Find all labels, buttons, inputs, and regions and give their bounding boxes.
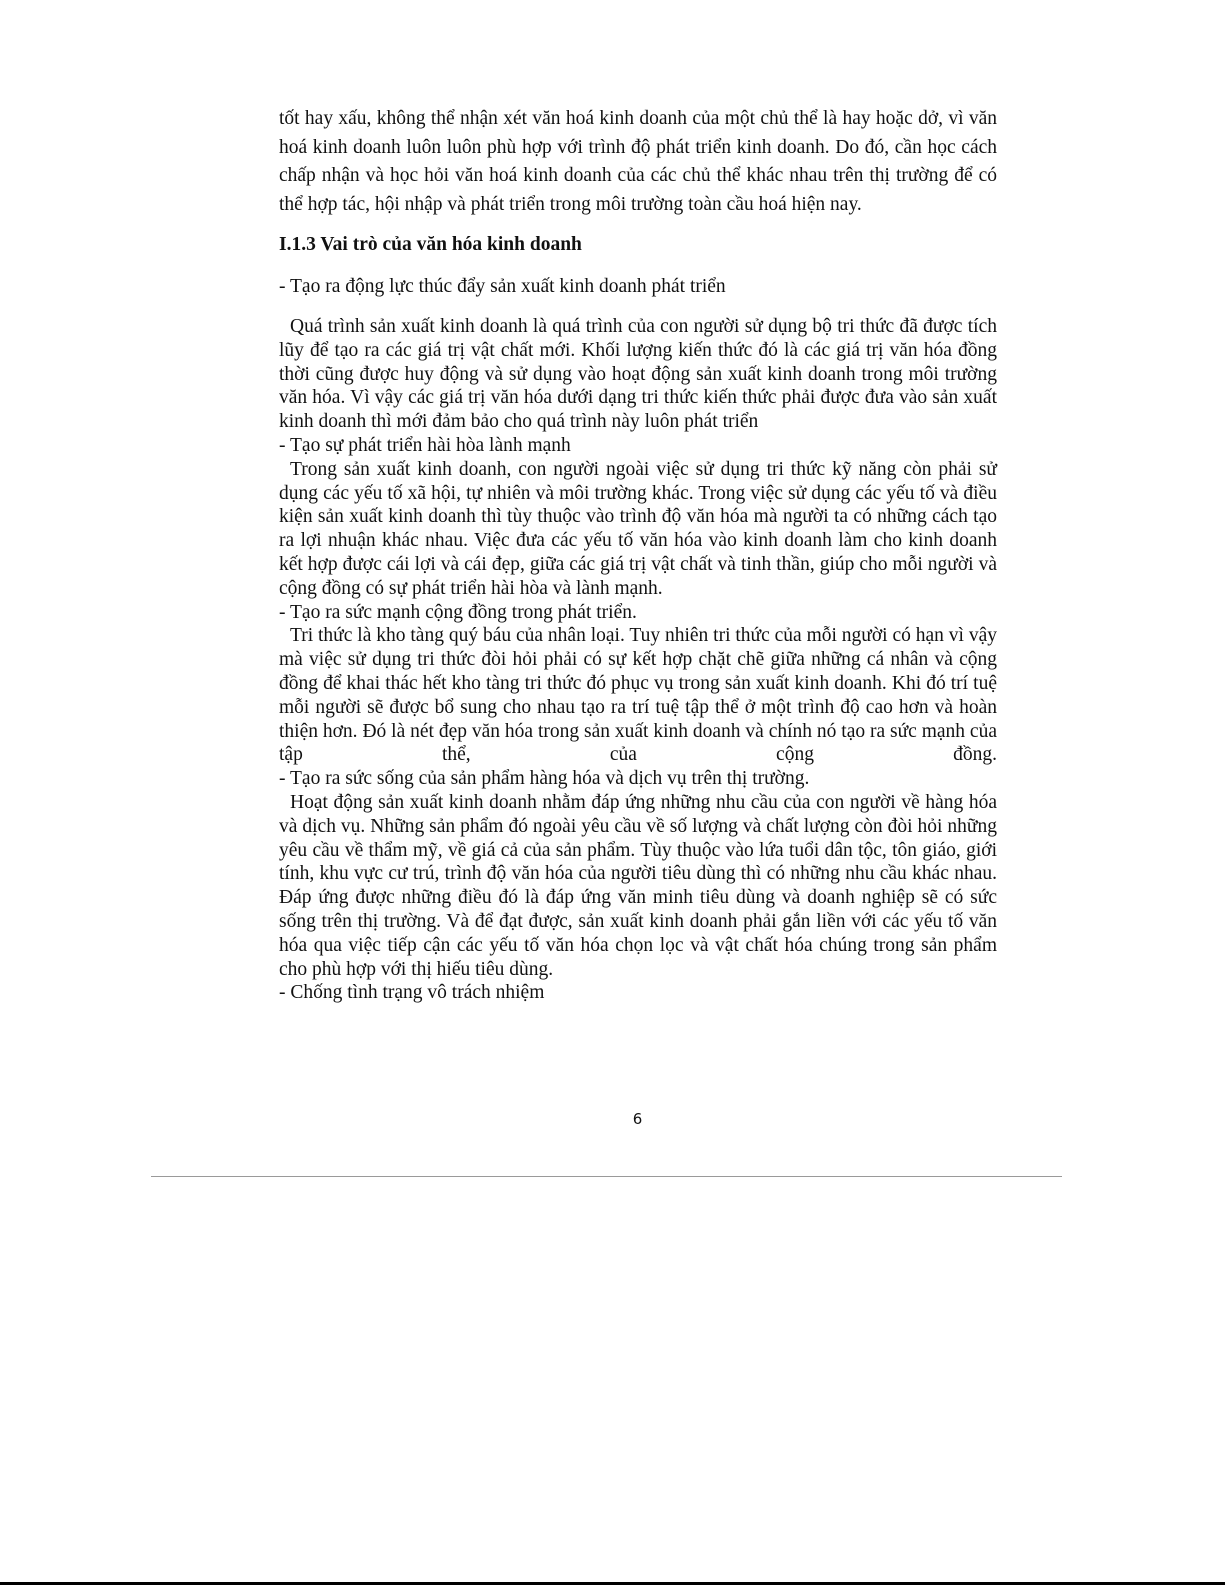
role-bullet-3: - Tạo ra sức mạnh cộng đồng trong phát triển.: [279, 601, 637, 623]
page-number: 6: [632, 1110, 643, 1128]
section-heading: I.1.3 Vai trò của văn hóa kinh doanh: [279, 234, 582, 255]
role-bullet-4: - Tạo ra sức sống của sản phẩm hàng hóa và dịch vụ trên thị trường.: [279, 768, 810, 790]
role-paragraph-4: Hoạt động sản xuất kinh doanh nhằm đáp ứng những nhu cầu của con người về hàng hóa và dịch vụ. Những sản phẩm đó ngoài yêu cầu về số lượng và chất lượng còn đòi hỏi những yêu cầu về thẩm mỹ, về giá cả của sản phẩm. Tùy thuộc vào lứa tuổi dân tộc, tôn giáo, giới tính, khu vực cư trú, trình độ văn hóa của người tiêu dùng thì có những nhu cầu khác nhau. Đáp ứng được những điều đó là đáp ứng văn minh tiêu dùng và doanh nghiệp sẽ có sức sống trên thị trường. Và để đạt được, sản xuất kinh doanh phải gắn liền với các yếu tố văn hóa qua việc tiếp cận các yếu tố văn hóa chọn lọc và vật chất hóa chúng trong sản phẩm cho phù hợp với thị hiếu tiêu dùng.: [279, 791, 997, 980]
role-bullet-1: - Tạo ra động lực thúc đẩy sản xuất kinh doanh phát triển: [279, 276, 726, 297]
page-content: [279, 105, 997, 1005]
role-paragraph-1: Quá trình sản xuất kinh doanh là quá trình của con người sử dụng bộ tri thức đã được tích lũy để tạo ra các giá trị vật chất mới. Khối lượng kiến thức đó là các giá trị văn hóa đồng thời cũng được huy động và sử dụng vào hoạt động sản xuất kinh doanh trong môi trường văn hóa. Vì vậy các giá trị văn hóa dưới dạng tri thức kiến thức phải được đưa vào sản xuất kinh doanh thì mới đảm bảo cho quá trình này luôn phát triển: [279, 316, 997, 433]
footer-divider: [151, 1176, 1062, 1177]
role-paragraph-2: Trong sản xuất kinh doanh, con người ngoài việc sử dụng tri thức kỹ năng còn phải sử dụng các yếu tố xã hội, tự nhiên và môi trường khác. Trong việc sử dụng các yếu tố và điều kiện sản xuất kinh doanh thì tùy thuộc vào trình độ văn hóa mà người ta có những cách tạo ra lợi nhuận khác nhau. Việc đưa các yếu tố văn hóa vào kinh doanh làm cho kinh doanh kết hợp được cái lợi và cái đẹp, giữa các giá trị vật chất và tinh thần, giúp cho mỗi người và cộng đồng có sự phát triển hài hòa và lành mạnh.: [279, 458, 997, 599]
role-bullet-5: - Chống tình trạng vô trách nhiệm: [279, 982, 545, 1004]
intro-paragraph: tốt hay xấu, không thể nhận xét văn hoá kinh doanh của một chủ thể là hay hoặc dở, vì văn hoá kinh doanh luôn luôn phù hợp với trình độ phát triển kinh doanh. Do đó, cần học cách chấp nhận và học hỏi văn hoá kinh doanh của các chủ thể khác nhau trên thị trường để có thể hợp tác, hội nhập và phát triển trong môi trường toàn cầu hoá hiện nay.: [279, 108, 997, 215]
role-bullet-2: - Tạo sự phát triển hài hòa lành mạnh: [279, 434, 571, 456]
role-paragraph-3: Tri thức là kho tàng quý báu của nhân loại. Tuy nhiên tri thức của mỗi người có hạn vì vậy mà việc sử dụng tri thức đòi hỏi phải có sự kết hợp chặt chẽ giữa những cá nhân và cộng đồng để khai thác hết kho tàng tri thức đó phục vụ trong sản xuất kinh doanh. Khi đó trí tuệ mỗi người sẽ được bổ sung cho nhau tạo ra trí tuệ tập thể ở một trình độ cao hơn và hoàn thiện hơn. Đó là nét đẹp văn hóa trong sản xuất kinh doanh và chính nó tạo ra sức mạnh của tập thể, của cộng đồng.: [279, 625, 997, 766]
